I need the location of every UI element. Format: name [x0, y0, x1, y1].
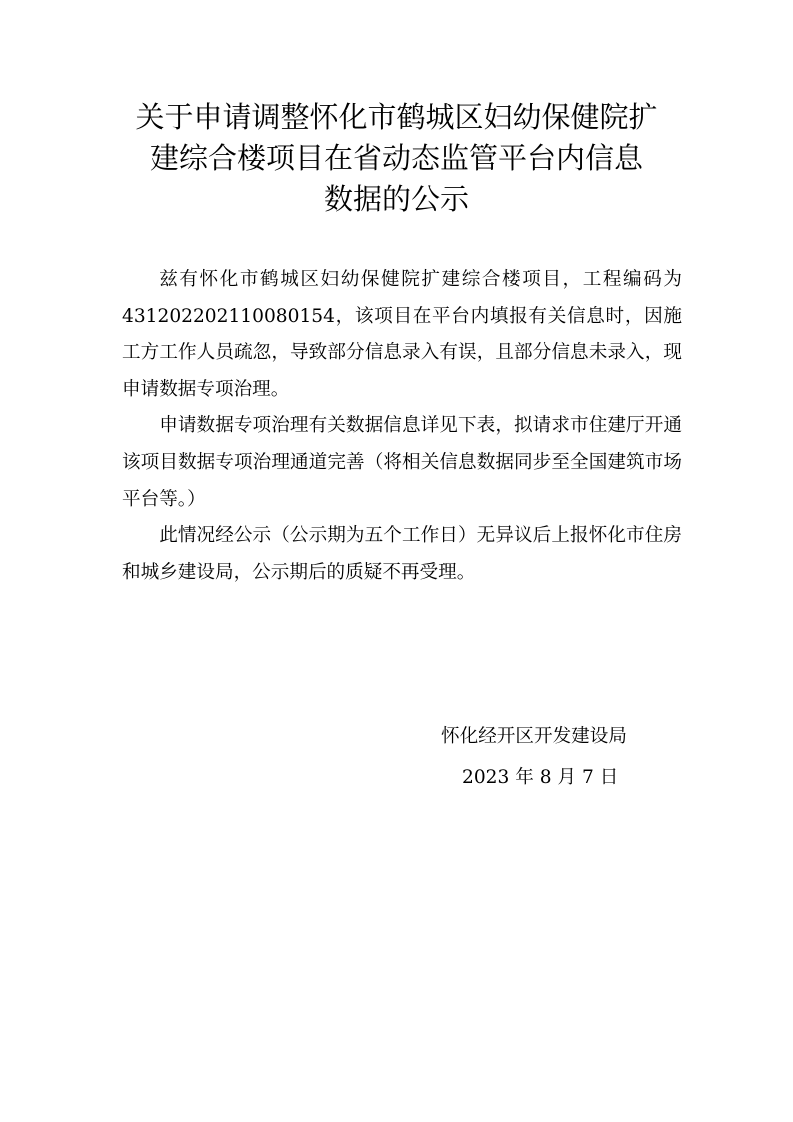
- document-title: [100, 97, 693, 220]
- paragraph-2: 申请数据专项治理有关数据信息详见下表，拟请求市住建厅开通该项目数据专项治理通道完善（将相关信息数据同步至全国建筑市场平台等。）: [122, 415, 682, 510]
- document-body: [122, 262, 682, 591]
- paragraph-3: 此情况经公示（公示期为五个工作日）无异议后上报怀化市住房和城乡建设局，公示期后的质疑不再受理。: [122, 525, 682, 583]
- title-line-2: 建综合楼项目在省动态监管平台内信息: [149, 141, 643, 175]
- title-line-1: 关于申请调整怀化市鹤城区妇幼保健院扩: [135, 100, 658, 134]
- signature-date: 2023 年 8 月 7 日: [462, 767, 619, 788]
- signature-organization: 怀化经开区开发建设局: [441, 726, 627, 747]
- paragraph-1: 兹有怀化市鹤城区妇幼保健院扩建综合楼项目，工程编码为431202202110080154，该项目在平台内填报有关信息时，因施工方工作人员疏忽，导致部分信息录入有误，且部分信息未录入，现申请数据专项治理。: [122, 269, 682, 400]
- title-line-3: 数据的公示: [323, 182, 469, 216]
